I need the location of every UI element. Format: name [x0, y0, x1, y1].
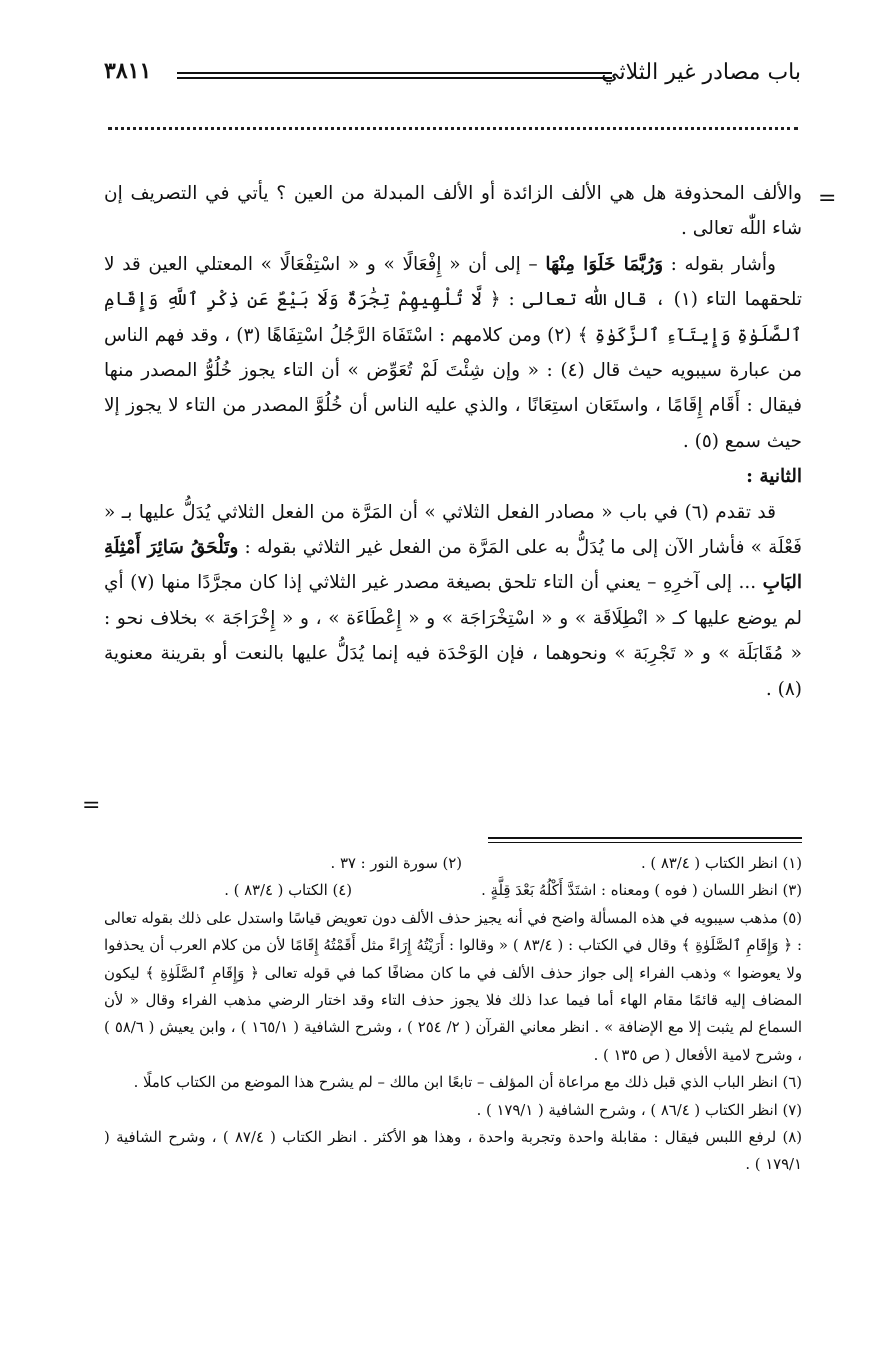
- footnote-5: (٥) مذهب سيبويه في هذه المسألة واضح في أنه يجيز حذف الألف دون تعويض قياسًا واستدل على ذلك بقوله تعالى : ﴿ وَإِقَامِ ٱلصَّلَوٰةِ ﴾ وقال في الكتاب : ( ٨٣/٤ ) « وقالوا : أَرَيْتُهُ إِرَاءً مثل أَقَمْتُهُ إِقَامًا لأن من كلام العرب أن يحذفوا ولا يعوضوا » وذهب الفراء إلى جواز حذف الألف في ما كان مضافًا كما في قوله تعالى ﴿ وَإِقَامِ ٱلصَّلَوٰةِ ﴾ ليكون المضاف إليه قائمًا مقام الهاء أما فيما عدا ذلك فلا يجوز حذف التاء وقد اختار الرضي مذهب الفراء وقال « لأن السماع لم يثبت إلا مع الإضافة » . انظر معاني القرآن ( ٢/ ٢٥٤ ) ، وشرح الشافية ( ١٦٥/١ ) ، وابن يعيش ( ٥٨/٦ ) ، وشرح لامية الأفعال ( ص ١٣٥ ) .: [104, 909, 802, 1064]
- footnote-6: (٦) انظر الباب الذي قبل ذلك مع مراعاة أن المؤلف – تابعًا ابن مالك – لم يشرح هذا الموضع من الكتاب كاملًا .: [133, 1074, 802, 1092]
- p3-rest: ... إلى آخرِهِ – يعني أن التاء تلحق بصيغة مصدر غير الثلاثي إذا كان مجرَّدًا منها (٧) أي لم يوضع عليها كـ « انْطِلَاقَة » و « اسْتِخْرَاجَة » و « إِعْطَاءَة » ، و « إِخْرَاجَة » بخلاف نحو : « مُقَابَلَة » و « تَجْرِبَة » ونحوهما ، فإن الوَحْدَة فيه إنما يُدَلُّ عليها بالنعت أو بقرينة معنوية (٨) .: [104, 572, 802, 700]
- footnote-2: (٢) سورة النور : ٣٧ .: [330, 855, 462, 872]
- paragraph-first-note: [104, 247, 802, 459]
- running-title: باب مصادر غير الثلاثي: [601, 60, 801, 85]
- footnotes: [104, 850, 802, 1179]
- footnote-row-2: [104, 877, 802, 904]
- continues-mark: =: [82, 793, 101, 818]
- footnote-row-1: [104, 850, 802, 877]
- footnote-8: (٨) لرفع اللبس فيقال : مقابلة واحدة وتجربة واحدة ، وهذا هو الأكثر . انظر الكتاب ( ٨٧/٤ ) ، وشرح الشافية ( ١٧٩/١ ) .: [104, 1129, 802, 1174]
- paragraph-continuation: والألف المحذوفة هل هي الألف الزائدة أو الألف المبدلة من العين ؟ يأتي في التصريف إن شاء اللّٰه تعالى .: [104, 183, 802, 240]
- section-heading: الثانية :: [746, 466, 802, 488]
- footnote-7: (٧) انظر الكتاب ( ٨٦/٤ ) ، وشرح الشافية ( ١٧٩/١ ) .: [476, 1101, 802, 1119]
- footnote-3: (٣) انظر اللسان ( فوه ) ومعناه : اشتَدَّ أَكْلُهُ بَعْدَ قِلَّةٍ .: [481, 882, 802, 900]
- footnote-rule: [488, 837, 802, 843]
- p2-lead: وأشار بقوله :: [670, 253, 776, 275]
- page-number: ٣٨١١: [104, 58, 152, 84]
- p2-quoted-verse: وَرُبَّمَا خَلَوَا مِنْهَا: [545, 253, 664, 275]
- dotted-separator: [108, 127, 798, 130]
- p2-mid: – إلى أن « إِفْعَالًا » و « اسْتِفْعَالًا » المعتلي العين قد لا تلحقهما التاء: [104, 253, 802, 311]
- header-double-rule: [177, 72, 612, 79]
- p2-rest: (١) ، قال اللّٰه تعالى : ﴿ لَّا تُلْهِيهِمْ تِجَٰرَةٌ وَلَا بَيْعٌ عَن ذِكْرِ ٱللَّهِ وَإِقَامِ ٱلصَّلَوٰةِ وَإِيتَآءِ ٱلزَّكَوٰةِ ﴾ (٢) ومن كلامهم : اسْتَفَاهَ الرَّجُلُ اسْتِفَاهًا (٣) ، وقد فهم الناس من عبارة سيبويه حيث قال (٤) : « وإن شِئْتَ لَمْ تُعَوِّض » أن التاء يجوز خُلُوُّ المصدر منها فيقال : أَقَام إِقَامًا ، واستَعَان استِعَانًا ، والذي عليه الناس أن خُلُوَّ المصدر من التاء لا يجوز إلا حيث سمع (٥) .: [104, 289, 802, 452]
- continuation-mark: =: [818, 186, 837, 211]
- footnote-1: (١) انظر الكتاب ( ٨٣/٤ ) .: [640, 855, 802, 872]
- main-text: [104, 176, 802, 707]
- paragraph-second-note: [104, 495, 802, 707]
- p3-quoted-verse: وتَلْحَقُ سَائِرَ أَمْثِلَةِ البَابِ: [104, 537, 802, 594]
- footnote-4: (٤) الكتاب ( ٨٣/٤ ) .: [224, 882, 352, 900]
- p3-lead: قد تقدم (٦) في باب « مصادر الفعل الثلاثي » أن المَرَّة من الفعل الثلاثي يُدَلُّ عليها بـ « فَعْلَة » فأشار الآن إلى ما يُدَلُّ به على المَرَّة من الفعل غير الثلاثي بقوله :: [104, 501, 802, 559]
